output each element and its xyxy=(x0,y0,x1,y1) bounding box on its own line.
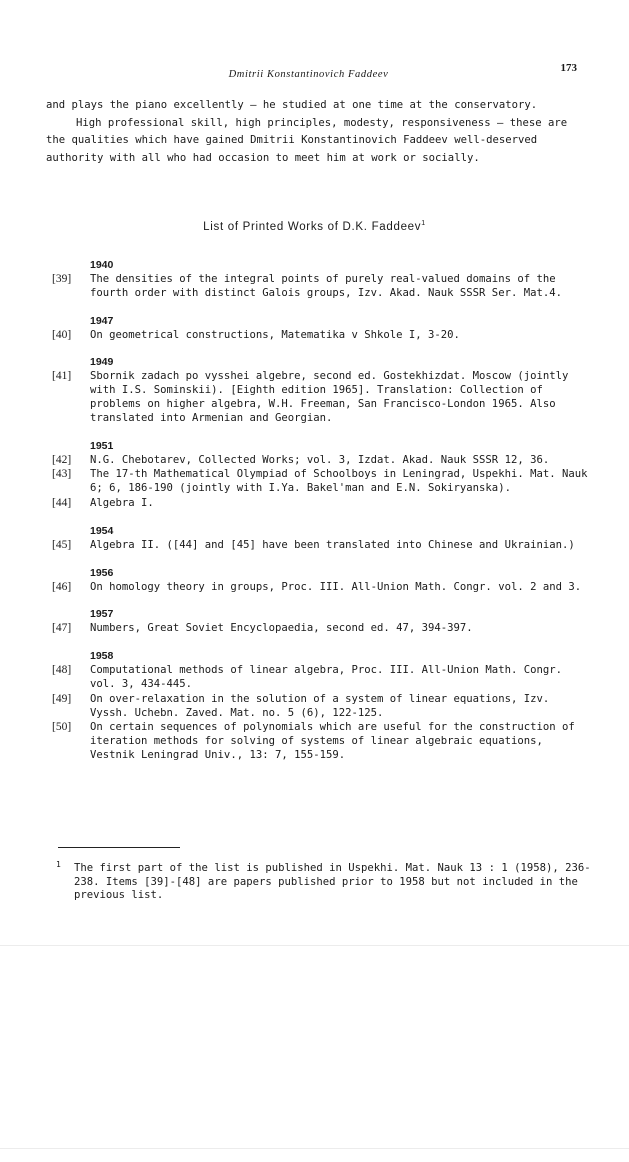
work-number: [46] xyxy=(52,580,72,593)
year-heading: 1940 xyxy=(90,259,114,271)
work-number: [50] xyxy=(52,721,72,734)
work-citation: The densities of the integral points of purely real-valued domains of the fourth order with distinct Galois groups, Izv. Akad. Nauk SSSR Ser. Mat.4. xyxy=(90,273,562,299)
page-number: 173 xyxy=(560,62,577,74)
year-heading: 1958 xyxy=(90,650,114,663)
list-title-text: List of Printed Works of D.K. Faddeev xyxy=(203,220,422,233)
scan-artifact-line xyxy=(0,1148,629,1149)
work-entry xyxy=(52,454,592,468)
year-heading: 1954 xyxy=(90,524,114,537)
work-entry xyxy=(52,664,592,692)
work-number: [40] xyxy=(52,328,72,341)
work-citation: Algebra I. xyxy=(90,496,154,509)
work-entry xyxy=(52,329,592,343)
work-number: [41] xyxy=(52,370,72,383)
year-heading: 1951 xyxy=(90,439,114,452)
work-entry xyxy=(52,693,592,721)
work-number: [43] xyxy=(52,468,72,481)
year-group-1947 xyxy=(52,314,592,343)
work-number: [48] xyxy=(52,664,72,677)
intro-paragraph: High professional skill, high principles, modesty, responsiveness – these are the qualities which have gained Dmitrii Konstantinovich Faddeev well-deserved authority with all who had occasion to meet him at work or socially. xyxy=(46,116,568,164)
work-number: [47] xyxy=(52,622,72,635)
work-entry xyxy=(52,468,592,496)
intro-paragraph-continued: and plays the piano excellently – he studied at one time at the conservatory. xyxy=(46,99,538,111)
year-group-1958 xyxy=(52,649,592,763)
running-title: Dmitrii Konstantinovich Faddeev xyxy=(228,69,389,80)
work-citation: The 17-th Mathematical Olympiad of Schoolboys in Leningrad, Uspekhi. Mat. Nauk 6; 6, 186-190 (jointly with I.Ya. Bakel'man and E.N. Sokiryanska). xyxy=(90,468,588,495)
work-citation: Sbornik zadach po vysshei algebre, second ed. Gostekhizdat. Moscow (jointly with I.S. Sominskii). [Eighth edition 1965]. Translation: Collection of problems on higher algebra, W.H. Freeman, San Francisco-London 1965. Also translated into Armenian and Georgian. xyxy=(90,370,569,424)
intro-text xyxy=(46,97,586,167)
year-heading: 1949 xyxy=(90,356,114,369)
year-heading: 1957 xyxy=(90,608,114,621)
list-title xyxy=(0,220,629,233)
work-citation: On over-relaxation in the solution of a system of linear equations, Izv. Vyssh. Uchebn. Zaved. Mat. no. 5 (6), 122-125. xyxy=(90,692,550,719)
scan-artifact-line xyxy=(0,945,629,946)
year-group-1954 xyxy=(52,524,592,553)
work-number: [45] xyxy=(52,538,72,551)
footnote-mark: 1 xyxy=(56,860,61,869)
work-entry xyxy=(52,721,592,762)
work-citation: Computational methods of linear algebra, Proc. III. All-Union Math. Congr. vol. 3, 434-445. xyxy=(90,664,562,690)
work-number: [39] xyxy=(52,273,72,285)
year-group-1956 xyxy=(52,566,592,595)
work-citation: On certain sequences of polynomials which are useful for the construction of iteration methods for solving of systems of linear algebraic equations, Vestnik Leningrad Univ., 13: 7, 155-159. xyxy=(90,721,575,761)
work-citation: On geometrical constructions, Matematika v Shkole I, 3-20. xyxy=(90,328,460,341)
footnote-divider xyxy=(58,847,180,848)
work-citation: Numbers, Great Soviet Encyclopaedia, second ed. 47, 394-397. xyxy=(90,622,473,635)
work-citation: Algebra II. ([44] and [45] have been translated into Chinese and Ukrainian.) xyxy=(90,538,575,551)
year-group-1949 xyxy=(52,355,592,425)
work-number: [49] xyxy=(52,692,72,705)
work-entry xyxy=(52,497,592,511)
year-group-1951 xyxy=(52,439,592,511)
work-number: [42] xyxy=(52,453,72,466)
work-entry xyxy=(52,539,592,553)
work-entry xyxy=(52,370,592,425)
works-list xyxy=(52,258,592,764)
work-citation: On homology theory in groups, Proc. III. All-Union Math. Congr. vol. 2 and 3. xyxy=(90,580,582,593)
work-entry xyxy=(52,273,592,301)
footnote-text: The first part of the list is published in Uspekhi. Mat. Nauk 13 : 1 (1958), 236-238. Items [39]-[48] are papers published prior to 1958 but not included in the previous list. xyxy=(74,862,591,902)
year-heading: 1956 xyxy=(90,566,114,579)
year-group-1957 xyxy=(52,607,592,636)
work-entry xyxy=(52,581,592,595)
year-group-1940 xyxy=(52,258,592,301)
year-heading: 1947 xyxy=(90,314,114,327)
page-header xyxy=(40,62,577,80)
work-entry xyxy=(52,622,592,636)
work-citation: N.G. Chebotarev, Collected Works; vol. 3, Izdat. Akad. Nauk SSSR 12, 36. xyxy=(90,453,550,466)
work-number: [44] xyxy=(52,496,72,509)
footnote xyxy=(52,862,594,903)
footnote-reference: 1 xyxy=(421,220,426,227)
